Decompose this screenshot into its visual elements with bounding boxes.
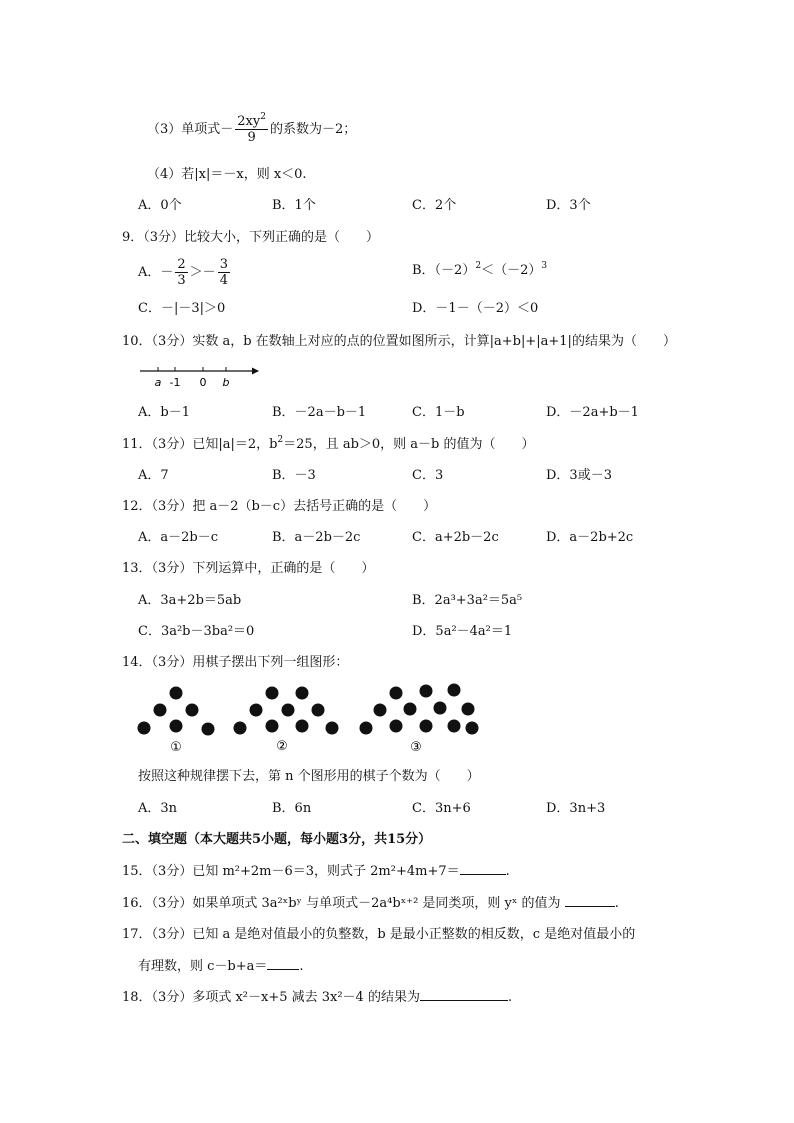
q8-option-a[interactable]: A．0个 [138,198,182,213]
q14-option-c[interactable]: C．3n+6 [412,801,471,816]
piece [326,722,339,735]
figure-2-label: ② [276,739,288,754]
q13-option-c[interactable]: C．3a²b－3ba²＝0 [138,624,255,639]
q9-a-prefix: A．－ [138,265,174,280]
q8-option-c[interactable]: C．2个 [412,198,457,213]
figure-1-label: ① [170,740,182,755]
q11-option-d[interactable]: D．3或－3 [546,468,612,483]
q17-answer-blank[interactable] [267,957,299,970]
q16-text: 16．（3分）如果单项式 3a²ˣbʸ 与单项式－2a⁴bˣ⁺² 是同类项，则 yˣ 的值为 [122,896,561,911]
q11-stem-pre: 11．（3分）已知|a|＝2，b [122,437,278,452]
q12-option-c[interactable]: C．a+2b－2c [412,530,499,545]
q14-option-a[interactable]: A．3n [138,801,178,816]
q11-stem [122,436,535,454]
q8-item3-numerator: 2xy [237,114,261,129]
q9-option-a[interactable] [138,256,232,290]
q9-option-c[interactable]: C．－|－3|＞0 [138,301,226,316]
piece [420,720,433,733]
q8-item3-denominator: 9 [247,130,256,145]
figure-3-pieces [360,684,479,735]
q8-option-d[interactable]: D．3个 [546,198,591,213]
piece [138,722,151,735]
q9-b-part2: ＜（－2） [481,263,542,278]
q9-stem: 9．（3分）比较大小，下列正确的是（ ） [122,230,380,245]
q12-stem: 12．（3分）把 a－2（b－c）去括号正确的是（ ） [122,499,437,514]
piece [296,687,309,700]
q17-line1: 17．（3分）已知 a 是绝对值最小的负整数，b 是最小正整数的相反数，c 是绝对值最小的 [122,927,636,942]
q9-b-part1: B．（－2） [412,263,476,278]
q13-stem: 13．（3分）下列运算中，正确的是（ ） [122,561,375,576]
q9-a-f1-den: 3 [177,273,186,288]
piece [186,704,199,717]
piece [282,704,295,717]
q18-answer-blank[interactable] [420,988,508,1001]
q10-number-line [138,360,268,392]
q13-option-a[interactable]: A．3a+2b＝5ab [138,593,242,608]
q15-tail: . [505,864,510,879]
q8-item3 [147,112,356,148]
q11-option-a[interactable]: A．7 [138,468,169,483]
q11-stem-exp: 2 [277,435,284,445]
piece [434,702,447,715]
q18 [122,988,512,1007]
piece [312,704,325,717]
q9-a-f1-num: 2 [177,257,186,272]
piece [266,720,279,733]
q9-a-mid: ＞－ [189,265,216,280]
q8-item3-fraction [235,114,268,145]
q9-b-exp2: 3 [541,261,548,271]
piece [170,720,183,733]
piece [374,704,387,717]
q14-stem: 14．（3分）用棋子摆出下列一组图形： [122,655,349,670]
section-2-heading: 二、填空题（本大题共5小题，每小题3分，共15分） [122,832,432,847]
q10-option-b[interactable]: B．－2a－b－1 [272,405,367,420]
piece [296,720,309,733]
q12-option-d[interactable]: D．a－2b+2c [546,530,634,545]
label-zero: 0 [199,376,207,389]
q10-stem: 10．（3分）实数 a，b 在数轴上对应的点的位置如图所示，计算|a+b|+|a+1|的结果为（ ） [122,334,676,349]
q8-option-b[interactable]: B．1个 [272,198,316,213]
q16-answer-blank[interactable] [565,894,615,907]
q9-a-fraction-1 [175,257,187,288]
q13-option-d[interactable]: D．5a²－4a²＝1 [412,624,513,639]
label-a: a [154,376,162,389]
q11-option-c[interactable]: C．3 [412,468,444,483]
q14-chess-pieces-figure [130,680,490,760]
q10-option-c[interactable]: C．1－b [412,405,465,420]
piece [448,720,461,733]
piece [250,704,263,717]
q8-item4: （4）若|x|＝－x，则 x＜0. [147,167,307,182]
q14-option-d[interactable]: D．3n+3 [546,801,606,816]
figure-3-label: ③ [410,740,422,755]
q8-item3-suffix: 的系数为－2； [269,122,357,137]
piece [420,685,433,698]
piece [448,684,461,697]
q17-line2 [138,957,304,976]
label-neg1: -1 [169,376,181,389]
q18-tail: . [507,990,513,1005]
q13-option-b[interactable]: B．2a³+3a²＝5a⁵ [412,593,523,608]
piece [390,687,403,700]
q18-text: 18．（3分）多项式 x²－x+5 减去 3x²－4 的结果为 [122,990,420,1005]
q15-answer-blank[interactable] [460,862,506,875]
q8-item3-exponent: 2 [260,112,266,122]
piece [466,722,479,735]
label-b: b [222,376,230,389]
q10-option-d[interactable]: D．－2a+b－1 [546,405,639,420]
q12-option-b[interactable]: B．a－2b－2c [272,530,361,545]
q17-text: 有理数，则 c－b+a＝ [138,959,268,974]
piece [462,703,475,716]
q14-follow-text: 按照这种规律摆下去，第 n 个图形用的棋子个数为（ ） [138,769,480,784]
q14-option-b[interactable]: B．6n [272,801,312,816]
q9-a-fraction-2 [218,257,230,288]
q11-option-b[interactable]: B．－3 [272,468,316,483]
piece [154,704,167,717]
piece [390,720,403,733]
piece [170,687,183,700]
q9-option-d[interactable]: D．－1－（－2）＜0 [412,301,539,316]
q17-tail: . [299,959,304,974]
piece [404,703,417,716]
q9-b-exp1: 2 [475,261,482,271]
piece [266,687,279,700]
piece [234,722,247,735]
q9-a-f2-num: 3 [219,257,228,272]
q16 [122,894,619,913]
q9-a-f2-den: 4 [219,273,228,288]
q12-option-a[interactable]: A．a－2b－c [138,530,219,545]
q10-option-a[interactable]: A．b－1 [138,405,190,420]
q16-tail: . [614,896,619,911]
number-line-arrow [252,368,259,375]
q9-option-b[interactable] [412,262,547,280]
figure-2-pieces [234,687,339,735]
q11-stem-post: ＝25，且 ab＞0，则 a－b 的值为（ ） [283,437,535,452]
q8-item3-prefix: （3）单项式－ [147,122,234,137]
q15 [122,862,510,881]
piece [360,722,373,735]
piece [202,723,215,736]
q15-text: 15．（3分）已知 m²+2m－6＝3，则式子 2m²+4m+7＝ [122,864,460,879]
figure-1-pieces [138,687,215,736]
